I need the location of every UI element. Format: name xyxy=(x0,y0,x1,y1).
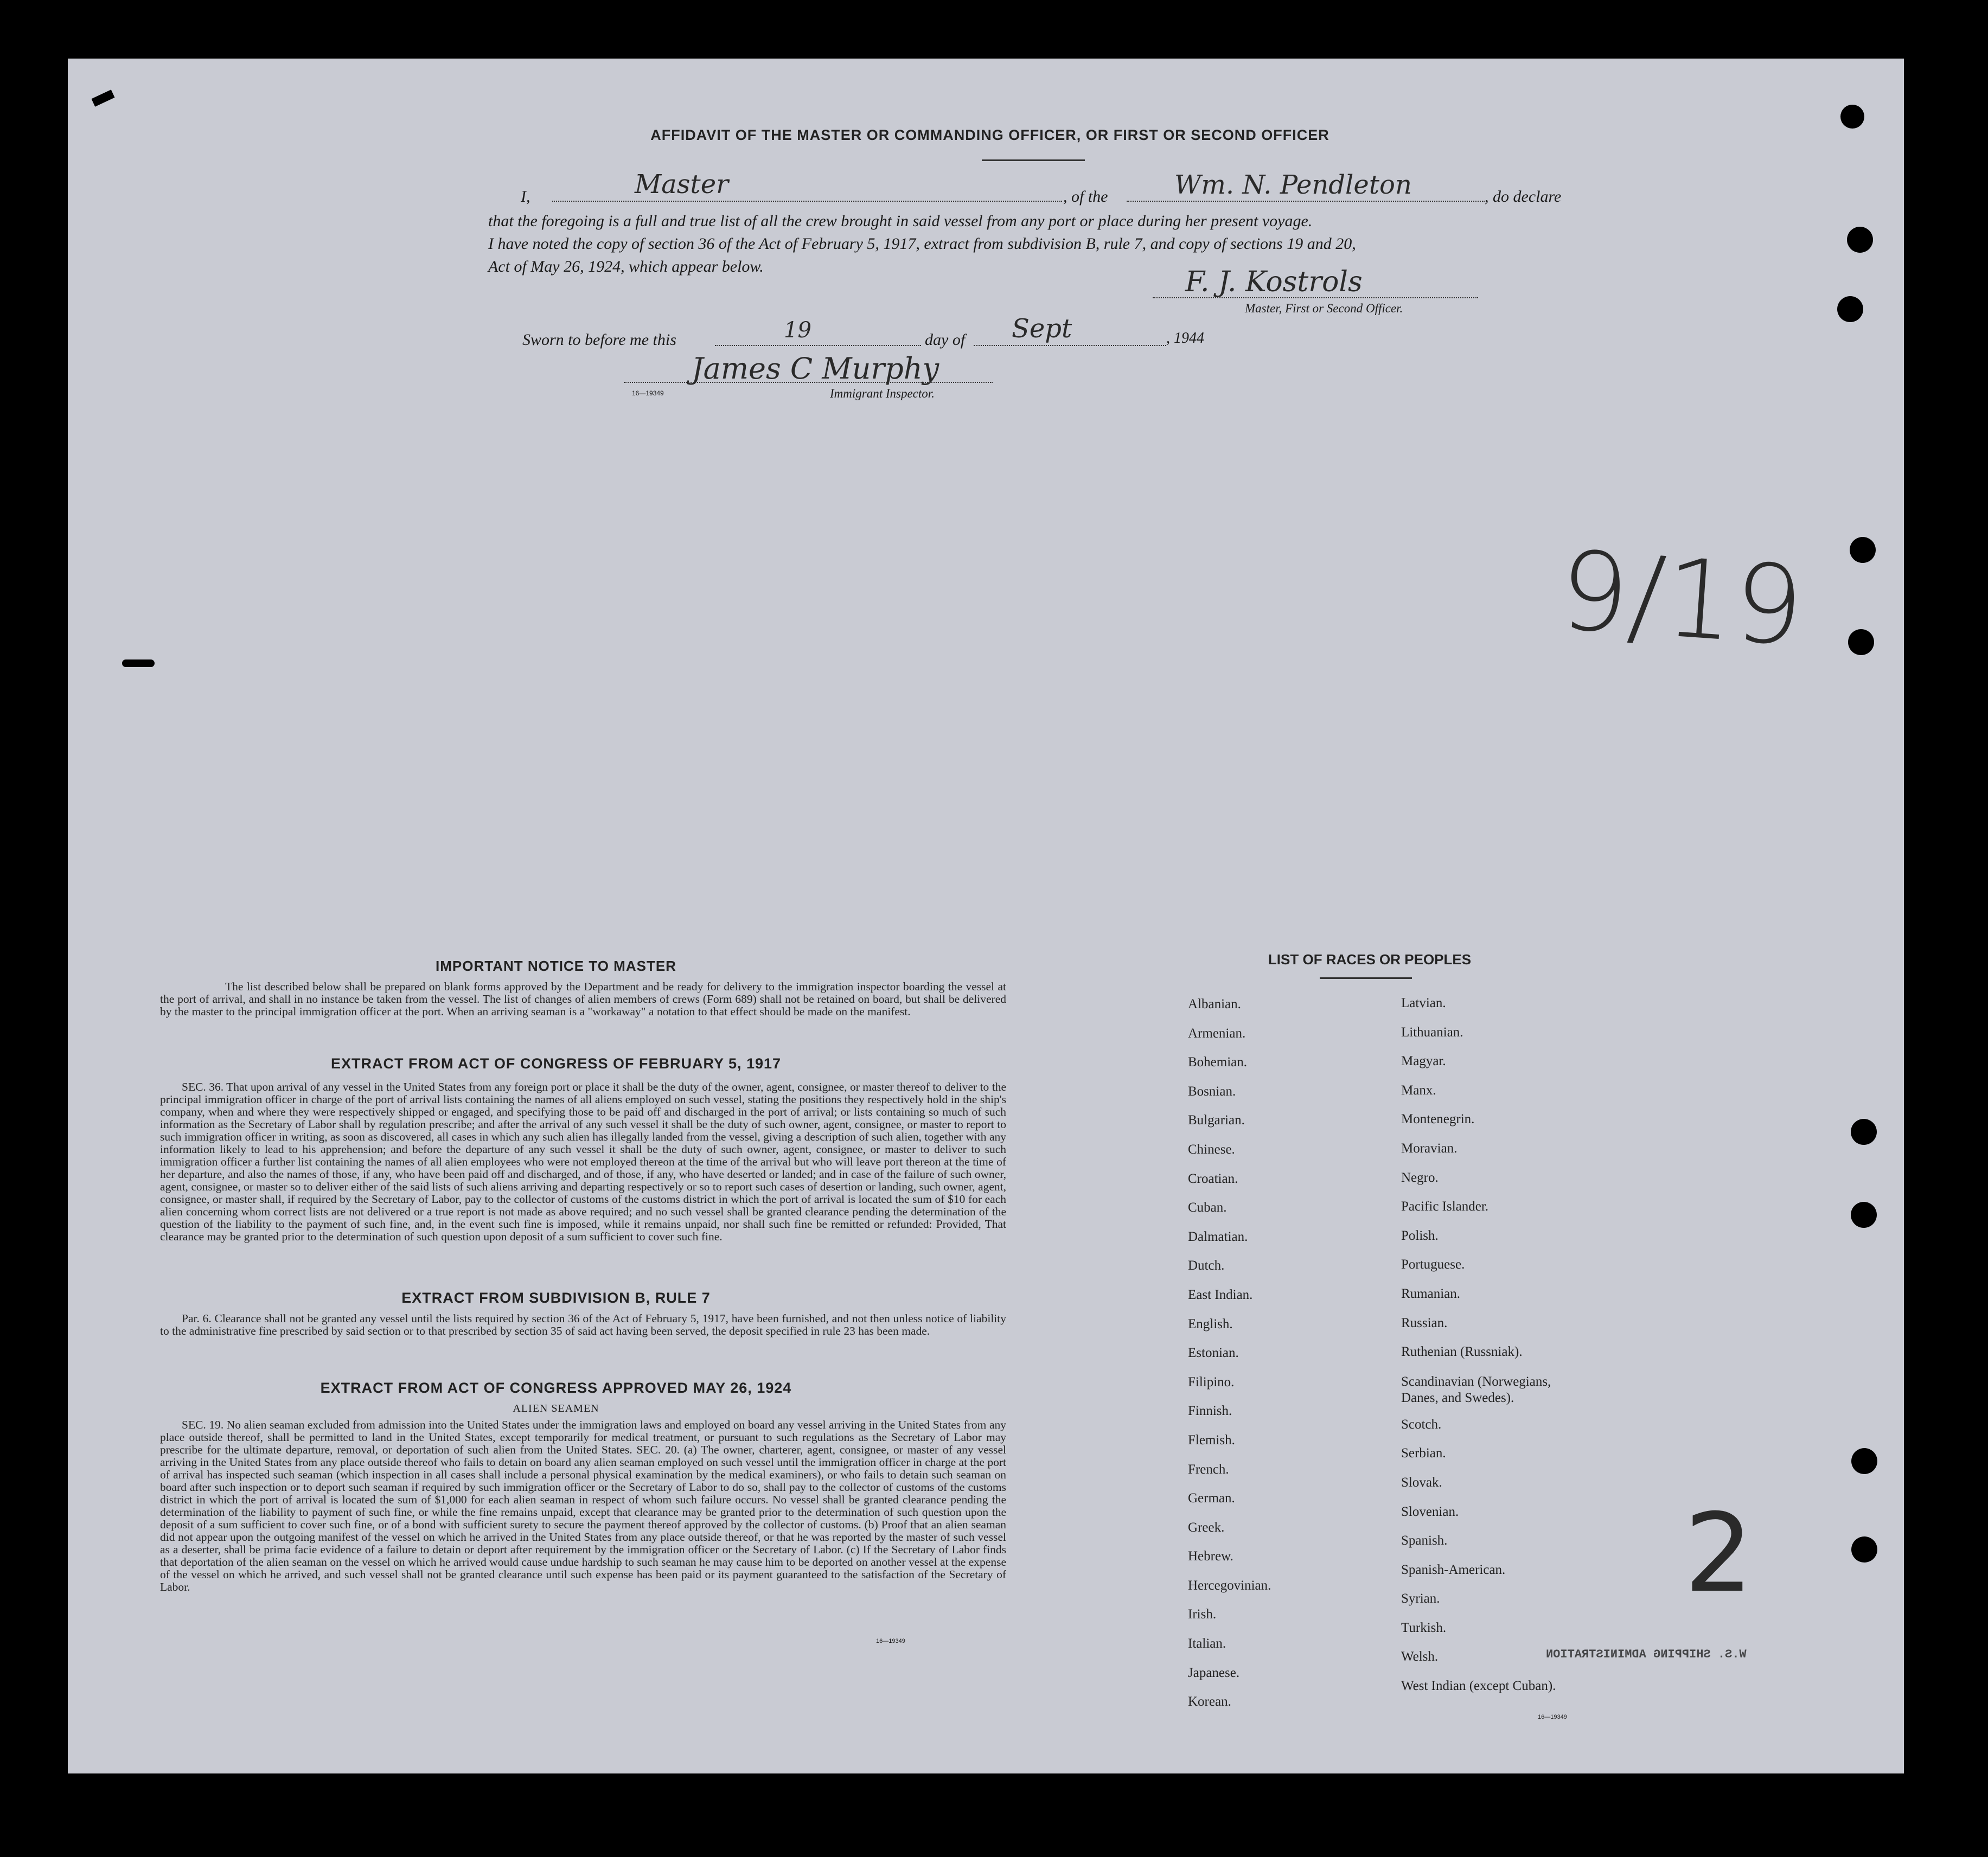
race-entry: Bulgarian. xyxy=(1188,1113,1245,1128)
race-entry: Turkish. xyxy=(1401,1620,1447,1635)
extract3-subtitle: ALIEN SEAMEN xyxy=(513,1403,599,1414)
race-entry: Cuban. xyxy=(1188,1200,1227,1215)
extract3-text: SEC. 19. No alien seaman excluded from admission into the United States under the immigration laws and employed on board any vessel arriving in the United States from any place outside thereof, shall be permitted to land in the United States, except temporarily for medical treatment, or pursuant to such regulations as the Secretary of Labor may prescribe for the ultimate departure, removal, or deportation of such alien from the United States. SEC. 20. (a) The owner, charterer, agent, consignee, or master of any vessel arriving in the United States from any place outside thereof who fails to detain on board any alien seaman employed on such vessel until the immigration officer in charge at the port of arrival has inspected such seaman (which inspection in all cases shall include a personal physical examination by the medical examiners), or who fails to detain such seaman on board after such inspection or to deport such seaman if required by such immigration officer or the Secretary of Labor to do so, shall pay to the collector of customs of the customs district in which the port of arrival is located the sum of $1,000 for each alien seaman in respect of whom such failure occurs. No vessel shall be granted clearance pending the determination of the liability to payment of such fine, or while the fine remains unpaid, except that clearance may be granted prior to the determination of such question upon the deposit of a sum sufficient to cover such fine, or of a bond with sufficient surety to secure the payment thereof approved by the collector of customs. (b) Proof that an alien seaman did not appear upon the outgoing manifest of the vessel on which he arrived in the United States from any place outside thereof, or that he was reported by the master of such vessel as a deserter, shall be prima facie evidence of a failure to detain or deport after requirement by the immigration officer or the Secretary of Labor. (c) If the Secretary of Labor finds that deportation of the alien seaman on the vessel on which he arrived would cause undue hardship to such seaman he may cause him to be deported on another vessel at the expense of the vessel on which he arrived, and such vessel shall not be granted clearance until such expense has been paid or its payment guaranteed to the satisfaction of the Secretary of Labor. xyxy=(160,1418,1006,1593)
sworn-prefix: Sworn to before me this xyxy=(522,331,676,349)
affidavit-line2: that the foregoing is a full and true list of all the crew brought in said vessel from any port or place during her present voyage. xyxy=(488,212,1313,230)
races-column-2 xyxy=(1401,996,1640,1708)
race-entry: Filipino. xyxy=(1188,1374,1235,1389)
signature-line xyxy=(1153,297,1478,298)
race-entry: Hercegovinian. xyxy=(1188,1578,1271,1593)
punch-hole xyxy=(1851,1119,1877,1145)
affidavit-form-number: 16—19349 xyxy=(632,389,664,397)
punch-hole xyxy=(1847,227,1873,253)
race-entry: Korean. xyxy=(1188,1694,1231,1709)
race-entry: Bohemian. xyxy=(1188,1055,1248,1070)
handwritten-date-annotation: 9/19 xyxy=(1555,527,1807,671)
race-entry: Albanian. xyxy=(1188,997,1241,1011)
affidavit-declare: , do declare xyxy=(1485,188,1562,206)
affidavit-line4: Act of May 26, 1924, which appear below. xyxy=(488,258,764,276)
race-entry: French. xyxy=(1188,1462,1229,1477)
race-entry: Greek. xyxy=(1188,1520,1225,1535)
notice-text: The list described below shall be prepared on blank forms approved by the Department and be ready for delivery to the immigration inspector boarding the vessel at the port of arrival, and shall in no instance be taken from the vessel. The list of changes of alien members of crews (Form 689) shall not be retained on board, but shall be delivered by the master to the principal immigration officer at the port. When an arriving seaman is a "workaway" a notation to that effect should be made on the manifest. xyxy=(160,980,1006,1018)
race-entry: Dutch. xyxy=(1188,1258,1225,1273)
race-entry: Moravian. xyxy=(1401,1141,1458,1156)
race-entry: Spanish-American. xyxy=(1401,1562,1506,1577)
race-entry: Croatian. xyxy=(1188,1171,1238,1186)
race-entry: Syrian. xyxy=(1401,1591,1440,1606)
race-entry: Rumanian. xyxy=(1401,1286,1461,1301)
sworn-year: , 1944 xyxy=(1166,330,1204,347)
sworn-day: 19 xyxy=(784,318,811,343)
title-rule xyxy=(982,159,1085,161)
race-entry: Estonian. xyxy=(1188,1346,1239,1361)
race-entry: German. xyxy=(1188,1491,1235,1506)
race-entry: Montenegrin. xyxy=(1401,1112,1475,1127)
race-entry: Pacific Islander. xyxy=(1401,1199,1489,1214)
sworn-month-line xyxy=(974,345,1166,346)
race-entry: Flemish. xyxy=(1188,1432,1235,1448)
race-entry: Latvian. xyxy=(1401,996,1446,1010)
punch-hole xyxy=(1840,105,1864,129)
punch-hole xyxy=(1850,537,1876,563)
sworn-day-line xyxy=(715,345,921,346)
race-entry: Irish. xyxy=(1188,1607,1217,1622)
race-entry: Lithuanian. xyxy=(1401,1024,1463,1040)
handwritten-check-annotation: 2 xyxy=(1684,1490,1754,1617)
affidavit-of-label: , of the xyxy=(1063,188,1108,206)
race-entry: Scotch. xyxy=(1401,1417,1442,1432)
races-title: LIST OF RACES OR PEOPLES xyxy=(1268,951,1472,968)
vessel-field-line xyxy=(1127,201,1485,202)
extract1-text: SEC. 36. That upon arrival of any vessel in the United States from any foreign port or place it shall be the duty of the owner, agent, consignee, or master thereof to deliver to the principal immigration officer in charge of the port of arrival lists containing the names of all aliens employed on such vessel, stating the positions they respectively hold in the ship's company, when and where they were respectively shipped or engaged, and specifying those to be paid off and discharged in the port of arrival; or lists containing so much of such information as the Secretary of Labor shall by regulation prescribe; and after the arrival of any such vessel it shall be the duty of such owner, agent, consignee, or master to report to such immigration officer in writing, as soon as discovered, all cases in which any such alien has illegally landed from the vessel, giving a description of such alien, together with any information likely to lead to his apprehension; and before the departure of any such vessel it shall be the duty of such owner, agent, consignee, or master to deliver to such immigration officer a further list containing the names of all alien employees who were not employed thereon at the time of the arrival but who will leave port thereon at the time of her departure, and also the names of those, if any, who have been paid off and discharged, and of those, if any, who have deserted or landed; and in case of the failure of such owner, agent, consignee, or master so to deliver either of the said lists of such aliens arriving and departing respectively or so to report such cases of desertion or landing, such owner, agent, consignee, or master shall, if required by the Secretary of Labor, pay to the collector of customs of the customs district in which the port of arrival is located the sum of $10 for each alien concerning whom correct lists are not delivered or a true report is not made as above required; and no such vessel shall be granted clearance pending the determination of the question of the liability to the payment of such fine, and, in the event such fine is imposed, while it remains unpaid, nor shall such fine be remitted or refunded: Provided, That clearance may be granted prior to the determination of such question upon deposit of a sum sufficient to cover such fine. xyxy=(160,1080,1006,1243)
ink-blot xyxy=(122,659,155,667)
punch-hole xyxy=(1851,1536,1877,1563)
race-entry: Japanese. xyxy=(1188,1665,1240,1680)
race-entry: Welsh. xyxy=(1401,1649,1439,1664)
race-entry: Polish. xyxy=(1401,1228,1439,1243)
race-entry: Italian. xyxy=(1188,1636,1226,1651)
mirrored-stamp: W.S. SHIPPING ADMINISTRATION xyxy=(1546,1648,1747,1661)
race-entry: Slovenian. xyxy=(1401,1504,1459,1519)
inspector-caption: Immigrant Inspector. xyxy=(830,387,935,400)
punch-hole xyxy=(1851,1202,1877,1228)
punch-hole xyxy=(1851,1448,1877,1474)
affidavit-title: AFFIDAVIT OF THE MASTER OR COMMANDING OFFICER, OR FIRST OR SECOND OFFICER xyxy=(650,127,1329,143)
race-entry: Armenian. xyxy=(1188,1026,1246,1041)
race-entry: Scandinavian (Norwegians, Danes, and Swedes). xyxy=(1401,1374,1551,1405)
inspector-line xyxy=(624,382,993,383)
vessel-handwritten: Wm. N. Pendleton xyxy=(1174,170,1412,200)
sworn-dayof: day of xyxy=(925,331,966,349)
affidavit-line1-prefix: I, xyxy=(521,188,530,206)
races-rule xyxy=(1320,977,1412,979)
extract3-title: EXTRACT FROM ACT OF CONGRESS APPROVED MAY 26, 1924 xyxy=(320,1380,792,1396)
race-entry: Slovak. xyxy=(1401,1475,1442,1490)
notice-title: IMPORTANT NOTICE TO MASTER xyxy=(436,958,676,974)
corner-mark xyxy=(91,89,114,106)
inspector-signature: James C Murphy xyxy=(692,351,939,386)
race-entry: Russian. xyxy=(1401,1315,1448,1330)
race-entry: Spanish. xyxy=(1401,1533,1448,1548)
role-field-line xyxy=(552,201,1062,202)
race-entry: Finnish. xyxy=(1188,1404,1232,1419)
role-handwritten: Master xyxy=(635,169,729,200)
document-sheet xyxy=(68,59,1904,1773)
race-entry: Chinese. xyxy=(1188,1142,1235,1157)
race-entry: English. xyxy=(1188,1316,1233,1331)
master-signature: F. J. Kostrols xyxy=(1185,266,1363,298)
affidavit-line3: I have noted the copy of section 36 of the Act of February 5, 1917, extract from subdivision B, rule 7, and copy of sections 19 and 20, xyxy=(488,235,1356,253)
race-entry: Serbian. xyxy=(1401,1446,1446,1461)
race-entry: East Indian. xyxy=(1188,1287,1253,1302)
race-entry: Hebrew. xyxy=(1188,1549,1233,1564)
extract2-title: EXTRACT FROM SUBDIVISION B, RULE 7 xyxy=(401,1290,711,1306)
punch-hole xyxy=(1848,629,1874,655)
extract2-text: Par. 6. Clearance shall not be granted any vessel until the lists required by section 36 of the Act of February 5, 1917, have been furnished, and not then unless notice of liability to the administrative fine prescribed by said section or to that prescribed by section 35 of said act having been served, the deposit specified in rule 23 has been made. xyxy=(160,1312,1006,1337)
race-entry: Negro. xyxy=(1401,1170,1439,1185)
race-entry: Manx. xyxy=(1401,1083,1436,1098)
races-form-number: 16—19349 xyxy=(1538,1714,1567,1720)
race-entry: Bosnian. xyxy=(1188,1084,1236,1099)
extract3-form-number: 16—19349 xyxy=(876,1638,905,1644)
race-entry: Portuguese. xyxy=(1401,1257,1465,1272)
extract1-title: EXTRACT FROM ACT OF CONGRESS OF FEBRUARY 5, 1917 xyxy=(330,1055,782,1072)
signature-caption: Master, First or Second Officer. xyxy=(1245,302,1403,315)
race-entry: Dalmatian. xyxy=(1188,1229,1248,1244)
races-column-1 xyxy=(1188,997,1394,1724)
sworn-month: Sept xyxy=(1012,313,1072,344)
punch-hole xyxy=(1837,296,1863,322)
race-entry: Magyar. xyxy=(1401,1054,1446,1069)
race-entry: Ruthenian (Russniak). xyxy=(1401,1344,1523,1360)
race-entry: West Indian (except Cuban). xyxy=(1401,1679,1556,1694)
